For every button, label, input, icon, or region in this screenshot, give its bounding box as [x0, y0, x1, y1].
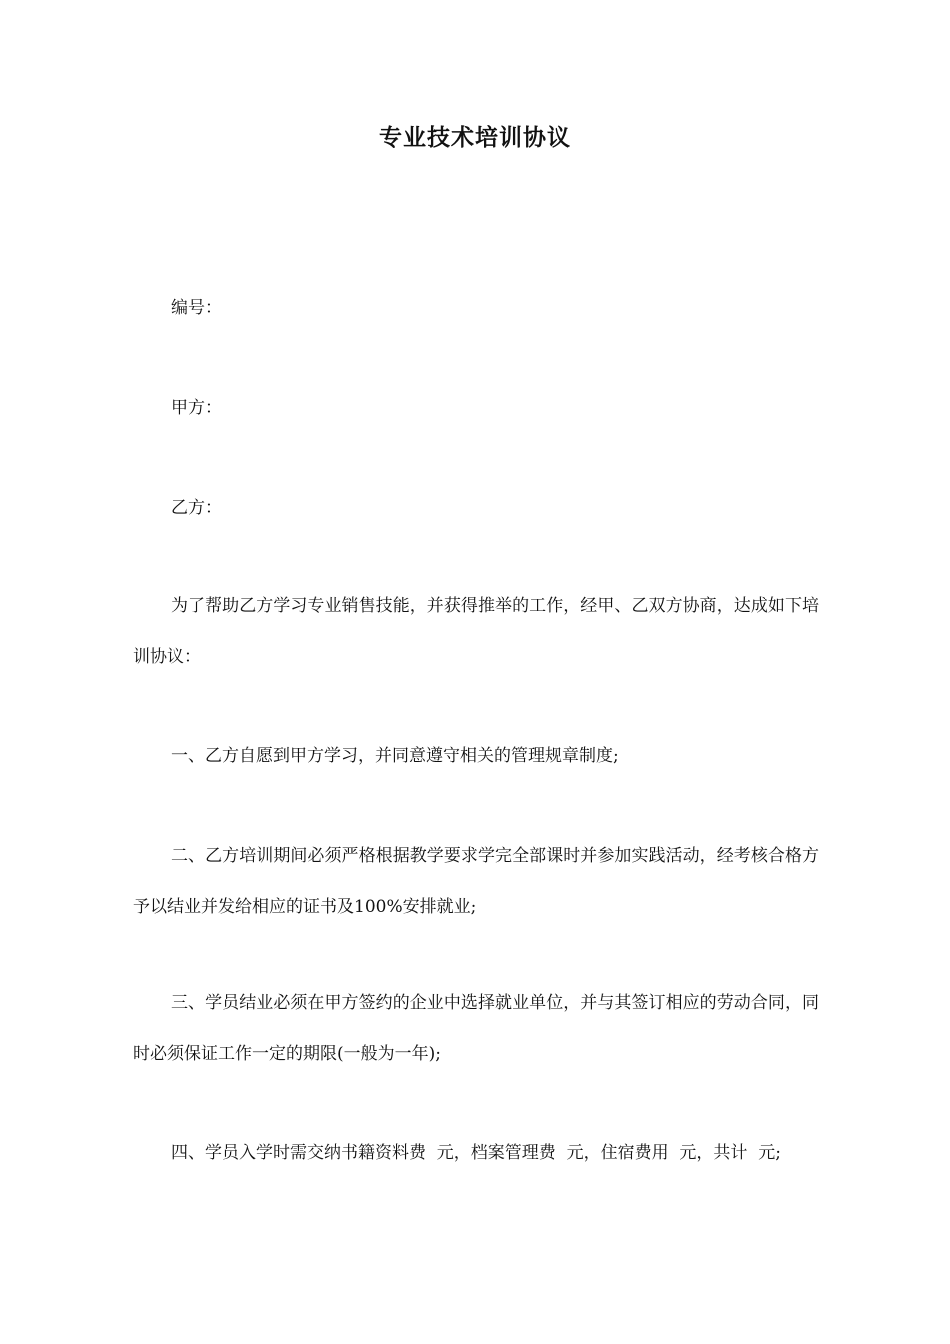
clause-1: 一、乙方自愿到甲方学习，并同意遵守相关的管理规章制度;	[171, 746, 619, 766]
number-field-label: 编号：	[171, 298, 222, 318]
clause-4: 四、学员入学时需交纳书籍资料费 元，档案管理费 元，住宿费用 元，共计 元;	[171, 1143, 781, 1163]
party-a-field-label: 甲方：	[171, 398, 222, 418]
clause-2: 二、乙方培训期间必须严格根据教学要求学完全部课时并参加实践活动，经考核合格方予以结业并发给相应的证书及100%安排就业;	[133, 846, 819, 917]
clause-3: 三、学员结业必须在甲方签约的企业中选择就业单位，并与其签订相应的劳动合同，同时必须保证工作一定的期限(一般为一年);	[133, 993, 819, 1064]
document-title: 专业技术培训协议	[379, 125, 571, 151]
intro-paragraph: 为了帮助乙方学习专业销售技能，并获得推举的工作，经甲、乙双方协商，达成如下培训协议：	[133, 596, 819, 667]
party-b-field-label: 乙方：	[171, 498, 222, 518]
